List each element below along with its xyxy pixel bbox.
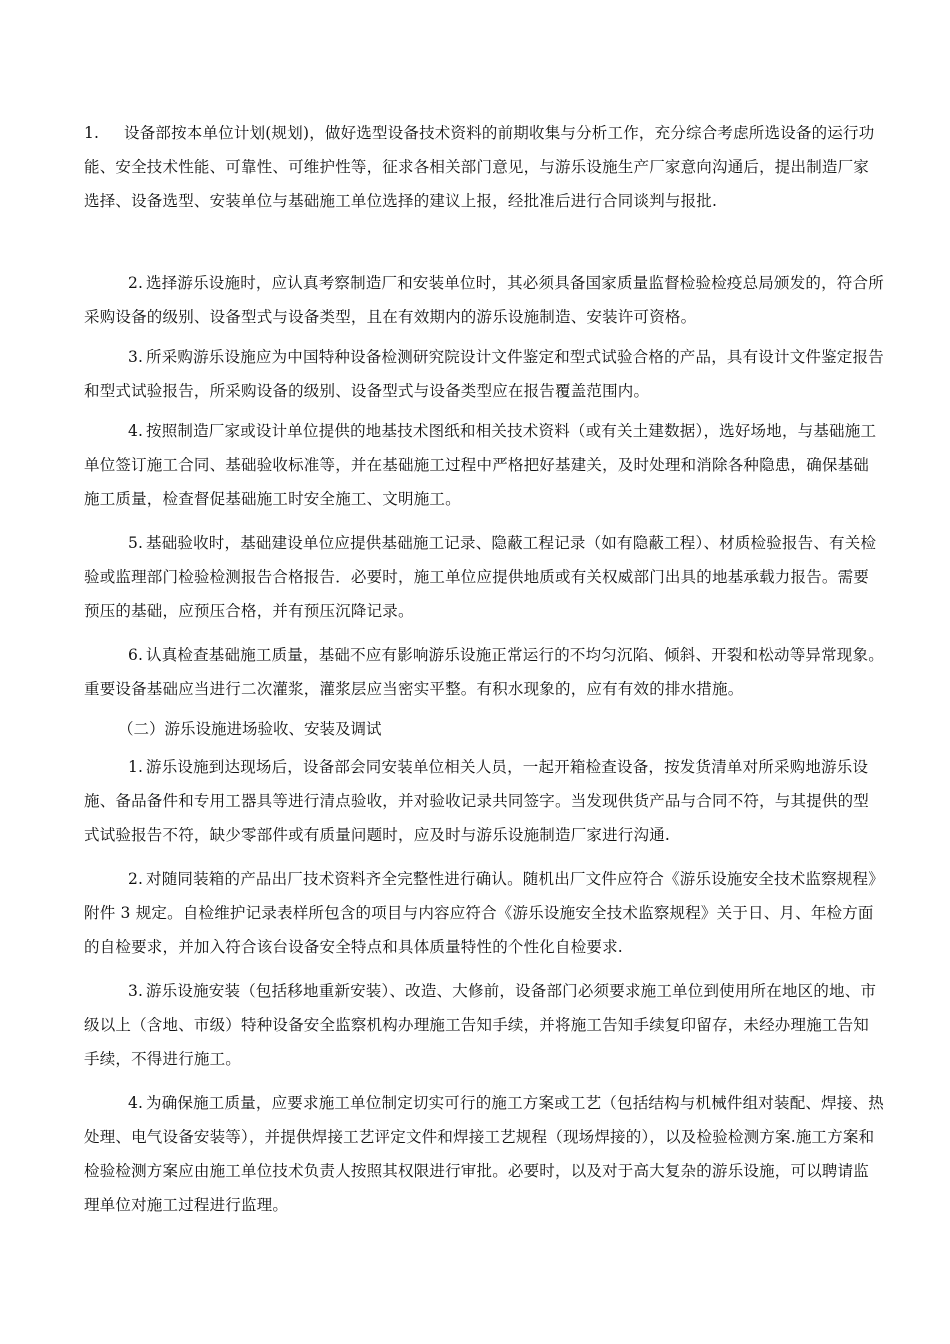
item-number: 6. — [128, 646, 144, 664]
item-text: 游乐设施到达现场后，设备部会同安装单位相关人员，一起开箱检查设备，按发货清单对所采购地游乐设施、备品备件和专用工器具等进行清点验收，并对验收记录共同签字。当发现供货产品与合同不符，与其提供的型式试验报告不符，缺少零部件或有质量问题时，应及时与游乐设施制造厂家进行沟通. — [84, 758, 870, 844]
item-text: 对随同装箱的产品出厂技术资料齐全完整性进行确认。随机出厂文件应符合《游乐设施安全技术监察规程》附件 3 规定。自检维护记录表样所包含的项目与内容应符合《游乐设施安全技术监察规程》关于日、月、年检方面的自检要求，并加入符合该台设备安全特点和具体质量特性的个性化自检要求. — [84, 870, 884, 956]
item-number: 2. — [128, 274, 144, 292]
section-heading: （二）游乐设施进场验收、安装及调试 — [118, 720, 382, 738]
list-item-4 — [84, 414, 884, 516]
list-item-8 — [84, 862, 884, 964]
item-text: 游乐设施安装（包括移地重新安装）、改造、大修前，设备部门必须要求施工单位到使用所在地区的地、市级以上（含地、市级）特种设备安全监察机构办理施工告知手续，并将施工告知手续复印留存，未经办理施工告知手续，不得进行施工。 — [84, 982, 877, 1068]
item-text: 基础验收时，基础建设单位应提供基础施工记录、隐蔽工程记录（如有隐蔽工程）、材质检验报告、有关检验或监理部门检验检测报告合格报告．必要时，施工单位应提供地质或有关权威部门出具的地基承载力报告。需要预压的基础，应预压合格，并有预压沉降记录。 — [84, 534, 877, 620]
list-item-7 — [84, 750, 884, 852]
list-item-6 — [84, 638, 884, 706]
item-text: 认真检查基础施工质量，基础不应有影响游乐设施正常运行的不均匀沉陷、倾斜、开裂和松动等异常现象。重要设备基础应当进行二次灌浆，灌浆层应当密实平整。有积水现象的，应有有效的排水措施。 — [84, 646, 884, 698]
item-text: 为确保施工质量，应要求施工单位制定切实可行的施工方案或工艺（包括结构与机械件组对装配、焊接、热处理、电气设备安装等），并提供焊接工艺评定文件和焊接工艺规程（现场焊接的），以及检验检测方案.施工方案和检验检测方案应由施工单位技术负责人按照其权限进行审批。必要时，以及对于高大复杂的游乐设施，可以聘请监理单位对施工过程进行监理。 — [84, 1094, 884, 1214]
list-item-3 — [84, 340, 884, 408]
list-item-2 — [84, 266, 884, 334]
list-item-1 — [84, 116, 884, 218]
item-number: 4. — [128, 1094, 144, 1112]
item-text: 设备部按本单位计划(规划)，做好选型设备技术资料的前期收集与分析工作，充分综合考虑所选设备的运行功能、安全技术性能、可靠性、可维护性等，征求各相关部门意见，与游乐设施生产厂家意向沟通后，提出制造厂家选择、设备选型、安装单位与基础施工单位选择的建议上报，经批准后进行合同谈判与报批. — [84, 124, 875, 210]
item-text: 所采购游乐设施应为中国特种设备检测研究院设计文件鉴定和型式试验合格的产品，具有设计文件鉴定报告和型式试验报告，所采购设备的级别、设备型式与设备类型应在报告覆盖范围内。 — [84, 348, 884, 400]
item-number: 3. — [128, 982, 144, 1000]
item-number: 1. — [84, 124, 100, 142]
item-number: 4. — [128, 422, 144, 440]
item-text: 按照制造厂家或设计单位提供的地基技术图纸和相关技术资料（或有关土建数据），选好场地，与基础施工单位签订施工合同、基础验收标准等，并在基础施工过程中严格把好基建关，及时处理和消除各种隐患，确保基础施工质量，检查督促基础施工时安全施工、文明施工。 — [84, 422, 877, 508]
item-number: 1. — [128, 758, 144, 776]
item-number: 2. — [128, 870, 144, 888]
item-text: 选择游乐设施时，应认真考察制造厂和安装单位时，其必须具备国家质量监督检验检疫总局颁发的，符合所采购设备的级别、设备型式与设备类型，且在有效期内的游乐设施制造、安装许可资格。 — [84, 274, 884, 326]
item-number: 5. — [128, 534, 144, 552]
list-item-9 — [84, 974, 884, 1076]
list-item-5 — [84, 526, 884, 628]
list-item-10 — [84, 1086, 884, 1222]
item-number: 3. — [128, 348, 144, 366]
